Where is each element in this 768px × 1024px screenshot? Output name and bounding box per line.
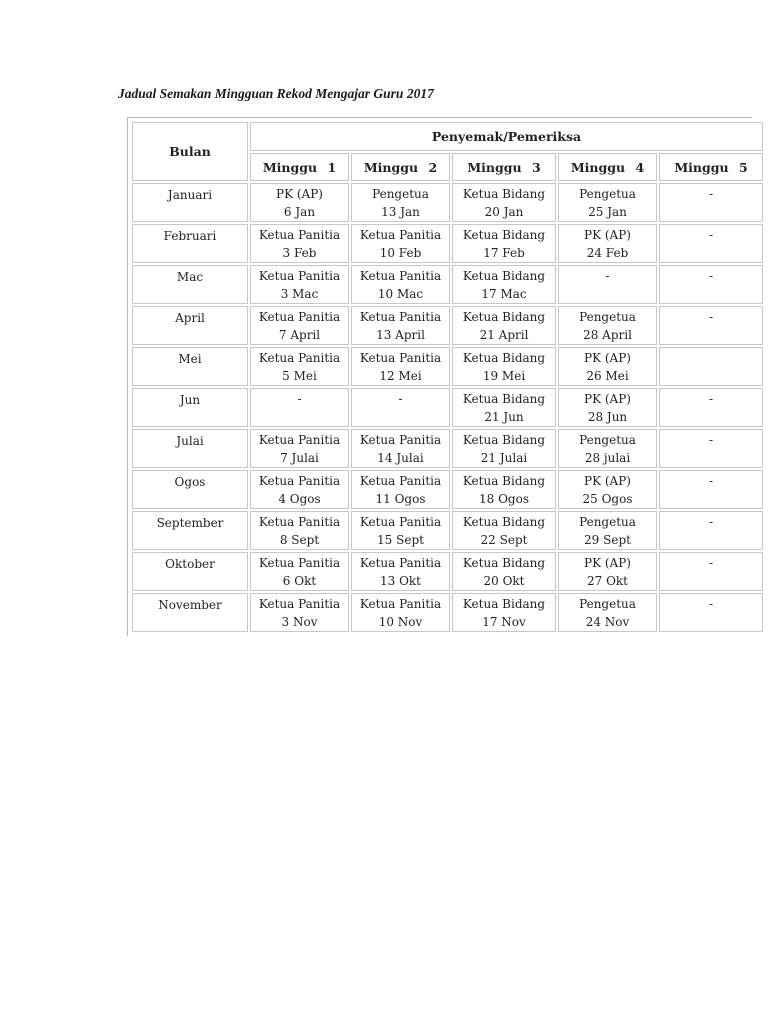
reviewer-cell xyxy=(558,511,657,550)
week-header-3: Minggu 3 xyxy=(452,153,556,181)
reviewer-cell xyxy=(659,429,763,468)
reviewer-cell xyxy=(452,552,556,591)
review-date: 6 Jan xyxy=(283,205,316,219)
reviewer-cell xyxy=(558,265,657,304)
month-cell: Mei xyxy=(132,347,248,386)
reviewer-role: Ketua Bidang xyxy=(462,597,546,611)
reviewer-cell xyxy=(351,388,450,427)
reviewer-role: Ketua Bidang xyxy=(462,228,546,242)
reviewer-cell xyxy=(659,593,763,632)
reviewer-role: Ketua Panitia xyxy=(258,351,341,365)
review-date: 17 Nov xyxy=(482,615,526,629)
reviewer-role: Ketua Panitia xyxy=(359,310,442,324)
review-date: 26 Mei xyxy=(586,369,629,383)
reviewer-role: - xyxy=(708,269,714,283)
reviewer-role: Ketua Bidang xyxy=(462,310,546,324)
reviewer-cell xyxy=(250,306,349,345)
reviewer-role: Ketua Panitia xyxy=(359,597,442,611)
month-cell: Julai xyxy=(132,429,248,468)
table-row xyxy=(132,593,763,632)
reviewer-role: PK (AP) xyxy=(584,228,631,242)
reviewer-cell xyxy=(351,593,450,632)
review-date: 29 Sept xyxy=(584,533,631,547)
reviewer-role: Ketua Panitia xyxy=(258,310,341,324)
reviewer-role: - xyxy=(708,433,714,447)
reviewer-cell xyxy=(558,306,657,345)
reviewer-role: PK (AP) xyxy=(584,556,631,570)
review-date: 21 Jun xyxy=(484,410,524,424)
reviewer-cell xyxy=(659,183,763,222)
reviewer-cell xyxy=(250,265,349,304)
reviewer-cell xyxy=(452,470,556,509)
week-header-1: Minggu 1 xyxy=(250,153,349,181)
reviewer-cell xyxy=(351,470,450,509)
reviewer-role: - xyxy=(708,310,714,324)
reviewer-cell xyxy=(659,265,763,304)
reviewer-cell xyxy=(558,388,657,427)
reviewer-cell xyxy=(452,347,556,386)
reviewer-cell xyxy=(452,183,556,222)
reviewer-role: Ketua Panitia xyxy=(359,228,442,242)
schedule-table-frame xyxy=(127,117,752,636)
reviewer-cell xyxy=(250,470,349,509)
reviewer-role: Ketua Panitia xyxy=(359,433,442,447)
reviewer-role: Ketua Panitia xyxy=(359,269,442,283)
reviewer-role: Ketua Panitia xyxy=(359,474,442,488)
reviewer-role: PK (AP) xyxy=(584,351,631,365)
month-cell: Januari xyxy=(132,183,248,222)
reviewer-cell xyxy=(659,552,763,591)
month-cell: Mac xyxy=(132,265,248,304)
reviewer-role: - xyxy=(708,556,714,570)
reviewer-cell xyxy=(558,224,657,263)
reviewer-role xyxy=(660,348,762,349)
reviewer-cell xyxy=(659,224,763,263)
reviewer-cell xyxy=(351,511,450,550)
document-title: Jadual Semakan Mingguan Rekod Mengajar Guru 2017 xyxy=(118,86,434,101)
review-date: 17 Feb xyxy=(483,246,525,260)
reviewer-role: Ketua Panitia xyxy=(258,515,341,529)
reviewer-role: Pengetua xyxy=(579,433,636,447)
reviewer-role: Ketua Panitia xyxy=(359,515,442,529)
reviewer-cell xyxy=(558,347,657,386)
reviewer-role: - xyxy=(708,597,714,611)
reviewer-role: PK (AP) xyxy=(584,392,631,406)
reviewer-role: Ketua Panitia xyxy=(258,556,341,570)
review-date: 5 Mei xyxy=(282,369,317,383)
reviewer-cell xyxy=(250,388,349,427)
table-row xyxy=(132,265,763,304)
month-cell: April xyxy=(132,306,248,345)
reviewer-role: - xyxy=(708,515,714,529)
review-date: 10 Nov xyxy=(378,615,423,629)
reviewer-role: Pengetua xyxy=(372,187,429,201)
review-date: 21 Julai xyxy=(480,451,528,465)
reviewer-cell xyxy=(351,306,450,345)
schedule-body xyxy=(132,183,763,632)
month-cell: September xyxy=(132,511,248,550)
reviewer-cell xyxy=(558,183,657,222)
reviewer-cell xyxy=(351,429,450,468)
reviewer-role: - xyxy=(708,392,714,406)
table-row xyxy=(132,224,763,263)
reviewer-cell xyxy=(250,511,349,550)
reviewer-cell xyxy=(351,265,450,304)
review-date: 18 Ogos xyxy=(479,492,529,506)
review-date: 3 Feb xyxy=(282,246,317,260)
reviewer-cell xyxy=(558,429,657,468)
review-date: 10 Mac xyxy=(377,287,424,301)
reviewer-cell xyxy=(659,388,763,427)
reviewer-cell xyxy=(558,470,657,509)
review-date: 19 Mei xyxy=(482,369,526,383)
review-date: 3 Mac xyxy=(280,287,319,301)
reviewer-cell xyxy=(250,429,349,468)
reviewer-cell xyxy=(452,429,556,468)
table-row xyxy=(132,306,763,345)
reviewer-cell xyxy=(250,347,349,386)
review-date: 28 julai xyxy=(584,451,631,465)
review-date: 7 April xyxy=(278,328,321,342)
review-date: 25 Jan xyxy=(588,205,627,219)
month-cell: Februari xyxy=(132,224,248,263)
reviewer-cell xyxy=(351,224,450,263)
review-date: 12 Mei xyxy=(379,369,422,383)
review-date: 24 Nov xyxy=(585,615,630,629)
table-row xyxy=(132,388,763,427)
reviewer-role: Ketua Panitia xyxy=(258,228,341,242)
reviewer-role: Ketua Panitia xyxy=(258,474,341,488)
reviewer-cell xyxy=(452,511,556,550)
reviewer-role: Ketua Bidang xyxy=(462,474,546,488)
review-date: 3 Nov xyxy=(281,615,318,629)
reviewer-cell xyxy=(250,183,349,222)
reviewer-role: Pengetua xyxy=(579,310,636,324)
review-date: 13 Jan xyxy=(381,205,420,219)
review-date: 25 Ogos xyxy=(582,492,633,506)
review-date: 17 Mac xyxy=(481,287,527,301)
reviewer-role: PK (AP) xyxy=(276,187,323,201)
review-date: 21 April xyxy=(479,328,529,342)
reviewer-role: Ketua Panitia xyxy=(258,597,341,611)
reviewer-cell xyxy=(250,593,349,632)
reviewer-cell xyxy=(659,306,763,345)
reviewer-role: Pengetua xyxy=(579,597,636,611)
reviewer-role: Pengetua xyxy=(579,187,636,201)
review-date: 11 Ogos xyxy=(375,492,426,506)
review-date: 15 Sept xyxy=(377,533,424,547)
reviewer-cell xyxy=(558,552,657,591)
reviewer-role: - xyxy=(605,269,610,283)
month-cell: Ogos xyxy=(132,470,248,509)
review-date: 4 Ogos xyxy=(278,492,321,506)
reviewer-role: - xyxy=(398,392,403,406)
table-row xyxy=(132,511,763,550)
reviewer-role: Ketua Bidang xyxy=(462,515,546,529)
reviewer-role: Ketua Panitia xyxy=(258,433,341,447)
reviewer-role: Ketua Bidang xyxy=(462,392,546,406)
week-header-2: Minggu 2 xyxy=(351,153,450,181)
reviewer-role: Ketua Bidang xyxy=(462,556,546,570)
table-row xyxy=(132,183,763,222)
reviewer-role: Ketua Panitia xyxy=(359,351,442,365)
review-date: 7 Julai xyxy=(280,451,319,465)
month-cell: Jun xyxy=(132,388,248,427)
table-row xyxy=(132,552,763,591)
reviewer-role: Ketua Bidang xyxy=(462,269,546,283)
review-date: 13 April xyxy=(376,328,425,342)
review-date: 14 Julai xyxy=(377,451,424,465)
reviewer-role: Ketua Bidang xyxy=(462,187,546,201)
reviewer-role: Ketua Bidang xyxy=(462,433,546,447)
reviewer-role: - xyxy=(708,187,714,201)
reviewer-cell xyxy=(250,552,349,591)
reviewer-cell xyxy=(659,347,763,386)
reviewer-cell xyxy=(250,224,349,263)
penyemak-header: Penyemak/Pemeriksa xyxy=(250,122,763,151)
review-date: 20 Okt xyxy=(483,574,525,588)
month-cell: November xyxy=(132,593,248,632)
reviewer-cell xyxy=(558,593,657,632)
reviewer-cell xyxy=(452,388,556,427)
reviewer-cell xyxy=(452,224,556,263)
reviewer-role: Pengetua xyxy=(579,515,636,529)
reviewer-cell xyxy=(351,183,450,222)
review-date: 10 Feb xyxy=(379,246,422,260)
reviewer-cell xyxy=(351,347,450,386)
reviewer-role: PK (AP) xyxy=(584,474,631,488)
reviewer-cell xyxy=(452,593,556,632)
reviewer-role: - xyxy=(297,392,302,406)
review-date: 8 Sept xyxy=(279,533,320,547)
table-row xyxy=(132,429,763,468)
review-date: 27 Okt xyxy=(586,574,628,588)
table-row xyxy=(132,347,763,386)
review-date: 22 Sept xyxy=(480,533,528,547)
reviewer-cell xyxy=(659,511,763,550)
review-date: 28 April xyxy=(583,328,632,342)
reviewer-cell xyxy=(351,552,450,591)
review-date: 24 Feb xyxy=(586,246,629,260)
week-header-5: Minggu 5 xyxy=(659,153,763,181)
month-cell: Oktober xyxy=(132,552,248,591)
bulan-header: Bulan xyxy=(132,122,248,181)
reviewer-role: Ketua Bidang xyxy=(462,351,546,365)
reviewer-role: Ketua Panitia xyxy=(258,269,341,283)
reviewer-cell xyxy=(659,470,763,509)
reviewer-role: Ketua Panitia xyxy=(359,556,442,570)
reviewer-role: - xyxy=(708,474,714,488)
review-date: 20 Jan xyxy=(484,205,524,219)
week-header-4: Minggu 4 xyxy=(558,153,657,181)
table-row xyxy=(132,470,763,509)
review-date: 28 Jun xyxy=(587,410,628,424)
reviewer-role: - xyxy=(708,228,714,242)
reviewer-cell xyxy=(452,306,556,345)
reviewer-cell xyxy=(452,265,556,304)
schedule-table xyxy=(130,120,765,634)
review-date: 6 Okt xyxy=(282,574,317,588)
review-date: 13 Okt xyxy=(379,574,421,588)
